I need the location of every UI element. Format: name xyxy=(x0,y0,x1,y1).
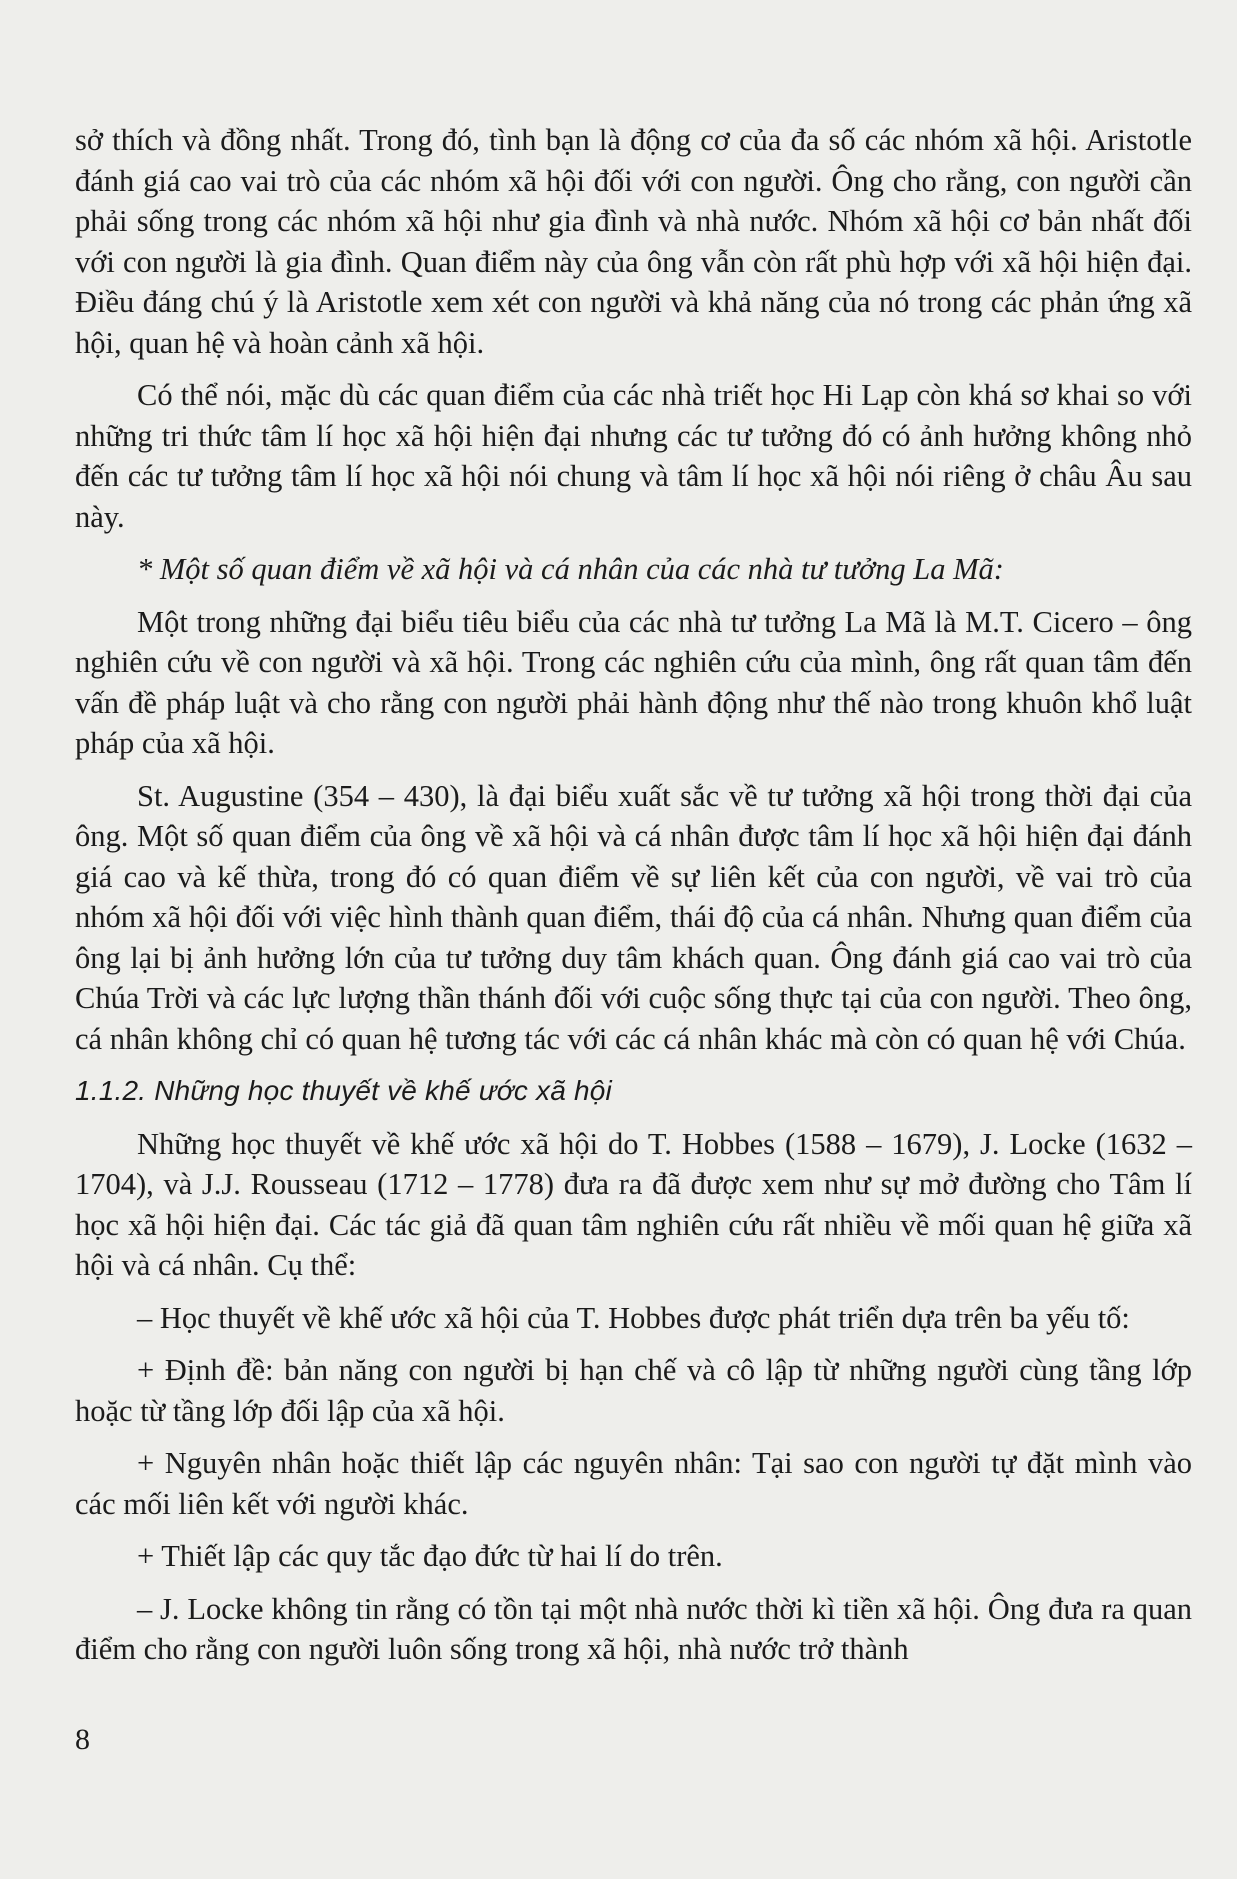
list-item-causes: + Nguyên nhân hoặc thiết lập các nguyên nhân: Tại sao con người tự đặt mình vào các mối liên kết với người khác. xyxy=(75,1446,1192,1521)
section-heading: 1.1.2. Những học thuyết về khế ước xã hội xyxy=(75,1075,612,1106)
paragraph-social-contract-intro: Những học thuyết về khế ước xã hội do T. Hobbes (1588 – 1679), J. Locke (1632 – 1704), và J.J. Rousseau (1712 – 1778) đưa ra đã được xem như sự mở đường cho Tâm lí học xã hội hiện đại. Các tác giả đã quan tâm nghiên cứu rất nhiều về mối quan hệ giữa xã hội và cá nhân. Cụ thể: xyxy=(75,1126,1192,1282)
list-item-hobbes: – Học thuyết về khế ước xã hội của T. Hobbes được phát triển dựa trên ba yếu tố: xyxy=(137,1300,1130,1335)
paragraph-aristotle-continued: sở thích và đồng nhất. Trong đó, tình bạn là động cơ của đa số các nhóm xã hội. Aristotle đánh giá cao vai trò của các nhóm xã hội đối với con người. Ông cho rằng, con người cần phải sống trong các nhóm xã hội như gia đình và nhà nước. Nhóm xã hội cơ bản nhất đối với con người là gia đình. Quan điểm này của ông vẫn còn rất phù hợp với xã hội hiện đại. Điều đáng chú ý là Aristotle xem xét con người và khả năng của nó trong các phản ứng xã hội, quan hệ và hoàn cảnh xã hội. xyxy=(75,123,1192,360)
paragraph-cicero: Một trong những đại biểu tiêu biểu của các nhà tư tưởng La Mã là M.T. Cicero – ông nghiên cứu về con người và xã hội. Trong các nghiên cứu của mình, ông rất quan tâm đến vấn đề pháp luật và cho rằng con người phải hành động như thế nào trong khuôn khổ luật pháp của xã hội. xyxy=(75,604,1192,760)
list-item-moral-rules: + Thiết lập các quy tắc đạo đức từ hai lí do trên. xyxy=(137,1539,723,1573)
page-number: 8 xyxy=(75,1723,90,1756)
paragraph-greek-summary: Có thể nói, mặc dù các quan điểm của các nhà triết học Hi Lạp còn khá sơ khai so với những tri thức tâm lí học xã hội hiện đại nhưng các tư tưởng đó có ảnh hưởng không nhỏ đến các tư tưởng tâm lí học xã hội nói chung và tâm lí học xã hội nói riêng ở châu Âu sau này. xyxy=(75,378,1192,534)
subheading-roman-thinkers: * Một số quan điểm về xã hội và cá nhân của các nhà tư tưởng La Mã: xyxy=(137,552,1004,586)
list-item-locke: – J. Locke không tin rằng có tồn tại một nhà nước thời kì tiền xã hội. Ông đưa ra quan điểm cho rằng con người luôn sống trong xã hội, nhà nước trở thành xyxy=(75,1591,1192,1666)
page-body xyxy=(75,120,1192,1682)
paragraph-augustine: St. Augustine (354 – 430), là đại biểu xuất sắc về tư tưởng xã hội trong thời đại của ông. Một số quan điểm của ông về xã hội và cá nhân được tâm lí học xã hội hiện đại đánh giá cao và kế thừa, trong đó có quan điểm về sự liên kết của con người, về vai trò của nhóm xã hội đối với việc hình thành quan điểm, thái độ của cá nhân. Nhưng quan điểm của ông lại bị ảnh hưởng lớn của tư tưởng duy tâm khách quan. Ông đánh giá cao vai trò của Chúa Trời và các lực lượng thần thánh đối với cuộc sống thực tại của con người. Theo ông, cá nhân không chỉ có quan hệ tương tác với các cá nhân khác mà còn có quan hệ với Chúa. xyxy=(75,778,1192,1056)
list-item-postulate: + Định đề: bản năng con người bị hạn chế và cô lập từ những người cùng tầng lớp hoặc từ tầng lớp đối lập của xã hội. xyxy=(75,1353,1192,1428)
